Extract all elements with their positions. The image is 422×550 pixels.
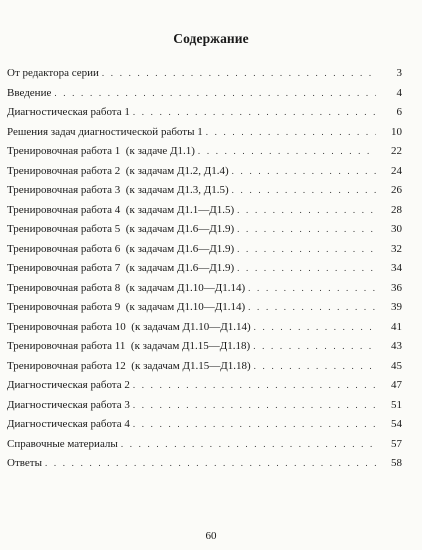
toc-entry-label: Тренировочная работа 3 (к задачам Д1.3, Д1.5) [7, 184, 229, 196]
toc-dot-leader [232, 162, 376, 182]
toc-entry-page: 51 [391, 398, 402, 411]
toc-entry-label: Диагностическая работа 4 [7, 418, 130, 430]
toc-entry [7, 298, 402, 318]
toc-entry-label: Тренировочная работа 7 (к задачам Д1.6—Д1.9) [7, 262, 235, 274]
toc-entry-page: 26 [391, 184, 402, 196]
toc-entry-label: От редактора серии [7, 67, 99, 79]
toc-entry-page: 39 [391, 301, 402, 313]
toc-entry-label: Тренировочная работа 11 (к задачам Д1.15—Д1.18) [7, 340, 251, 352]
toc-dot-leader [253, 337, 376, 357]
toc-entry-label: Тренировочная работа 5 (к задачам Д1.6—Д1.9) [7, 223, 235, 235]
toc-entry-page: 22 [391, 145, 402, 157]
toc-dot-leader [248, 298, 376, 318]
toc-entry-page: 30 [391, 223, 402, 235]
toc-entry [7, 454, 402, 474]
toc-dot-leader [121, 435, 376, 455]
toc-entry-page: 24 [391, 164, 402, 177]
toc-dot-leader [237, 259, 376, 279]
toc-entry [7, 240, 402, 260]
toc-entry [7, 220, 402, 240]
toc-entry-label: Тренировочная работа 8 (к задачам Д1.10—Д1.14) [7, 281, 246, 294]
toc-entry-page: 58 [391, 457, 402, 469]
toc-entry [7, 162, 402, 182]
toc-dot-leader [102, 64, 376, 84]
toc-entry [7, 415, 402, 435]
toc-entry-page: 47 [391, 379, 402, 391]
toc-dot-leader [237, 201, 376, 221]
toc-entry [7, 142, 402, 162]
toc-entry-page: 34 [391, 262, 402, 274]
toc-entry-page: 28 [391, 203, 402, 216]
toc-dot-leader [54, 84, 376, 104]
table-of-contents [7, 64, 402, 474]
toc-entry-label: Тренировочная работа 9 (к задачам Д1.10—Д1.14) [7, 301, 246, 313]
toc-dot-leader [133, 376, 376, 396]
toc-entry [7, 396, 402, 416]
toc-entry-label: Тренировочная работа 4 (к задачам Д1.1—Д1.5) [7, 203, 235, 216]
toc-entry-label: Введение [7, 86, 52, 99]
toc-dot-leader [248, 279, 376, 299]
toc-dot-leader [133, 396, 376, 416]
toc-entry-page: 45 [391, 359, 402, 372]
toc-entry [7, 103, 402, 123]
toc-entry-label: Тренировочная работа 12 (к задачам Д1.15—Д1.18) [7, 359, 251, 372]
toc-dot-leader [206, 123, 376, 143]
toc-entry-page: 41 [391, 320, 402, 333]
toc-entry-page: 10 [391, 125, 402, 138]
toc-entry [7, 279, 402, 299]
toc-dot-leader [254, 357, 376, 377]
toc-entry [7, 64, 402, 84]
toc-entry-page: 32 [391, 242, 402, 255]
toc-dot-leader [237, 220, 376, 240]
toc-entry-page: 57 [391, 437, 402, 450]
toc-entry [7, 357, 402, 377]
toc-dot-leader [198, 142, 376, 162]
toc-entry-page: 36 [391, 281, 402, 294]
toc-entry-label: Диагностическая работа 3 [7, 398, 130, 411]
toc-dot-leader [133, 415, 376, 435]
page-title: Содержание [173, 31, 249, 46]
toc-dot-leader [45, 454, 376, 474]
toc-entry [7, 123, 402, 143]
toc-dot-leader [133, 103, 376, 123]
toc-entry-page: 54 [391, 418, 402, 430]
toc-entry-page: 3 [396, 67, 402, 79]
toc-entry [7, 181, 402, 201]
toc-dot-leader [237, 240, 376, 260]
toc-entry-label: Диагностическая работа 2 [7, 379, 130, 391]
toc-entry-label: Тренировочная работа 1 (к задаче Д1.1) [7, 145, 195, 157]
toc-entry [7, 435, 402, 455]
toc-entry-label: Справочные материалы [7, 437, 118, 450]
toc-entry [7, 318, 402, 338]
toc-entry-page: 4 [396, 86, 402, 99]
toc-entry [7, 201, 402, 221]
toc-dot-leader [232, 181, 376, 201]
toc-entry [7, 84, 402, 104]
toc-entry-page: 6 [396, 106, 402, 118]
toc-entry-label: Тренировочная работа 10 (к задачам Д1.10—Д1.14) [7, 320, 251, 333]
toc-entry-label: Тренировочная работа 2 (к задачам Д1.2, Д1.4) [7, 164, 229, 177]
toc-entry-label: Ответы [7, 457, 42, 469]
toc-entry [7, 376, 402, 396]
page-number: 60 [205, 530, 217, 542]
toc-entry-page: 43 [391, 340, 402, 352]
toc-dot-leader [254, 318, 376, 338]
toc-entry-label: Решения задач диагностической работы 1 [7, 125, 203, 138]
toc-entry-label: Диагностическая работа 1 [7, 106, 130, 118]
toc-entry-label: Тренировочная работа 6 (к задачам Д1.6—Д1.9) [7, 242, 235, 255]
toc-entry [7, 259, 402, 279]
toc-entry [7, 337, 402, 357]
